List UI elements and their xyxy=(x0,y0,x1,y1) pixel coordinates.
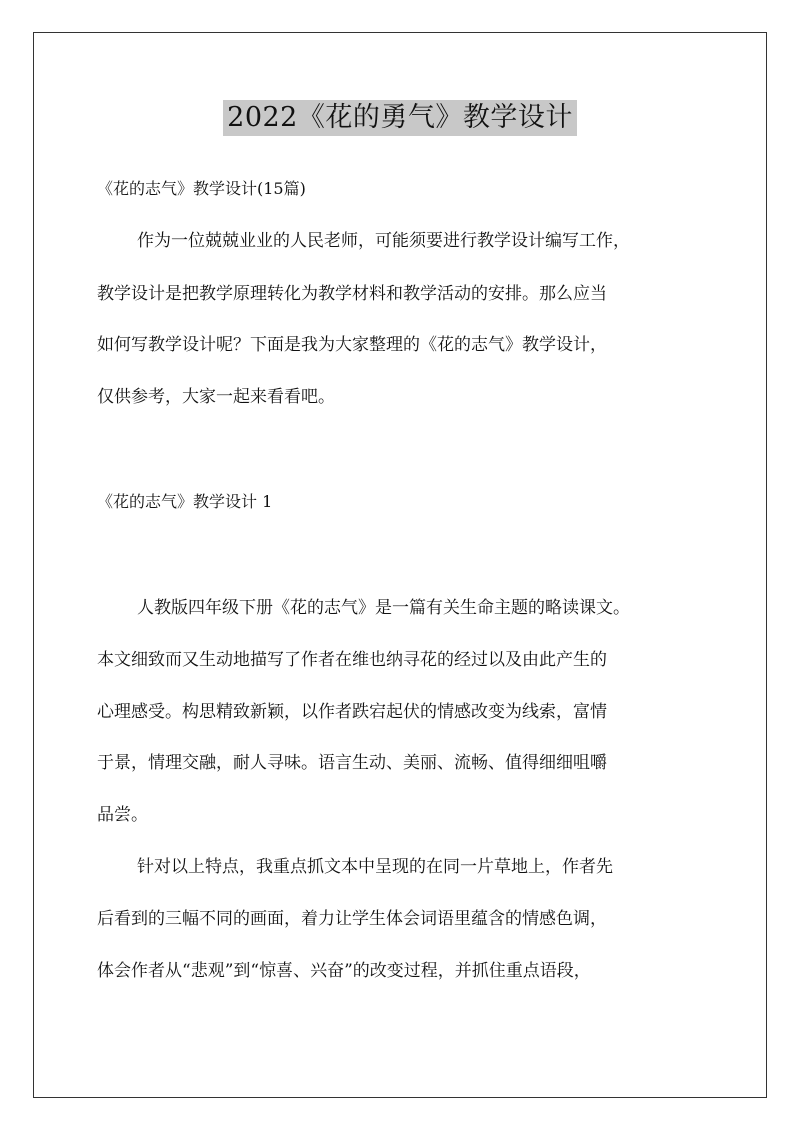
intro-line-2: 教学设计是把教学原理转化为教学材料和教学活动的安排。那么应当 xyxy=(97,284,607,304)
para1-line-2: 本文细致而又生动地描写了作者在维也纳寻花的经过以及由此产生的 xyxy=(97,650,607,670)
document-subtitle: 《花的志气》教学设计(15篇) xyxy=(97,179,306,198)
intro-line-3: 如何写教学设计呢？下面是我为大家整理的《花的志气》教学设计， xyxy=(97,335,607,355)
para1-line-1: 人教版四年级下册《花的志气》是一篇有关生命主题的略读课文。 xyxy=(137,598,630,618)
para1-line-4: 于景，情理交融，耐人寻味。语言生动、美丽、流畅、值得细细咀嚼 xyxy=(97,753,607,773)
intro-line-4: 仅供参考，大家一起来看看吧。 xyxy=(97,387,335,407)
title-container xyxy=(0,100,800,136)
para1-line-3: 心理感受。构思精致新颖，以作者跌宕起伏的情感改变为线索，富情 xyxy=(97,702,607,722)
intro-line-1: 作为一位兢兢业业的人民老师，可能须要进行教学设计编写工作， xyxy=(137,231,630,251)
para2-line-2: 后看到的三幅不同的画面，着力让学生体会词语里蕴含的情感色调， xyxy=(97,909,607,929)
para1-line-5: 品尝。 xyxy=(97,805,148,825)
section-heading: 《花的志气》教学设计 1 xyxy=(97,492,273,511)
para2-line-1: 针对以上特点，我重点抓文本中呈现的在同一片草地上，作者先 xyxy=(137,857,613,877)
para2-line-3: 体会作者从“悲观”到“惊喜、兴奋”的改变过程，并抓住重点语段， xyxy=(97,961,591,981)
document-title: 2022《花的勇气》教学设计 xyxy=(223,100,577,136)
